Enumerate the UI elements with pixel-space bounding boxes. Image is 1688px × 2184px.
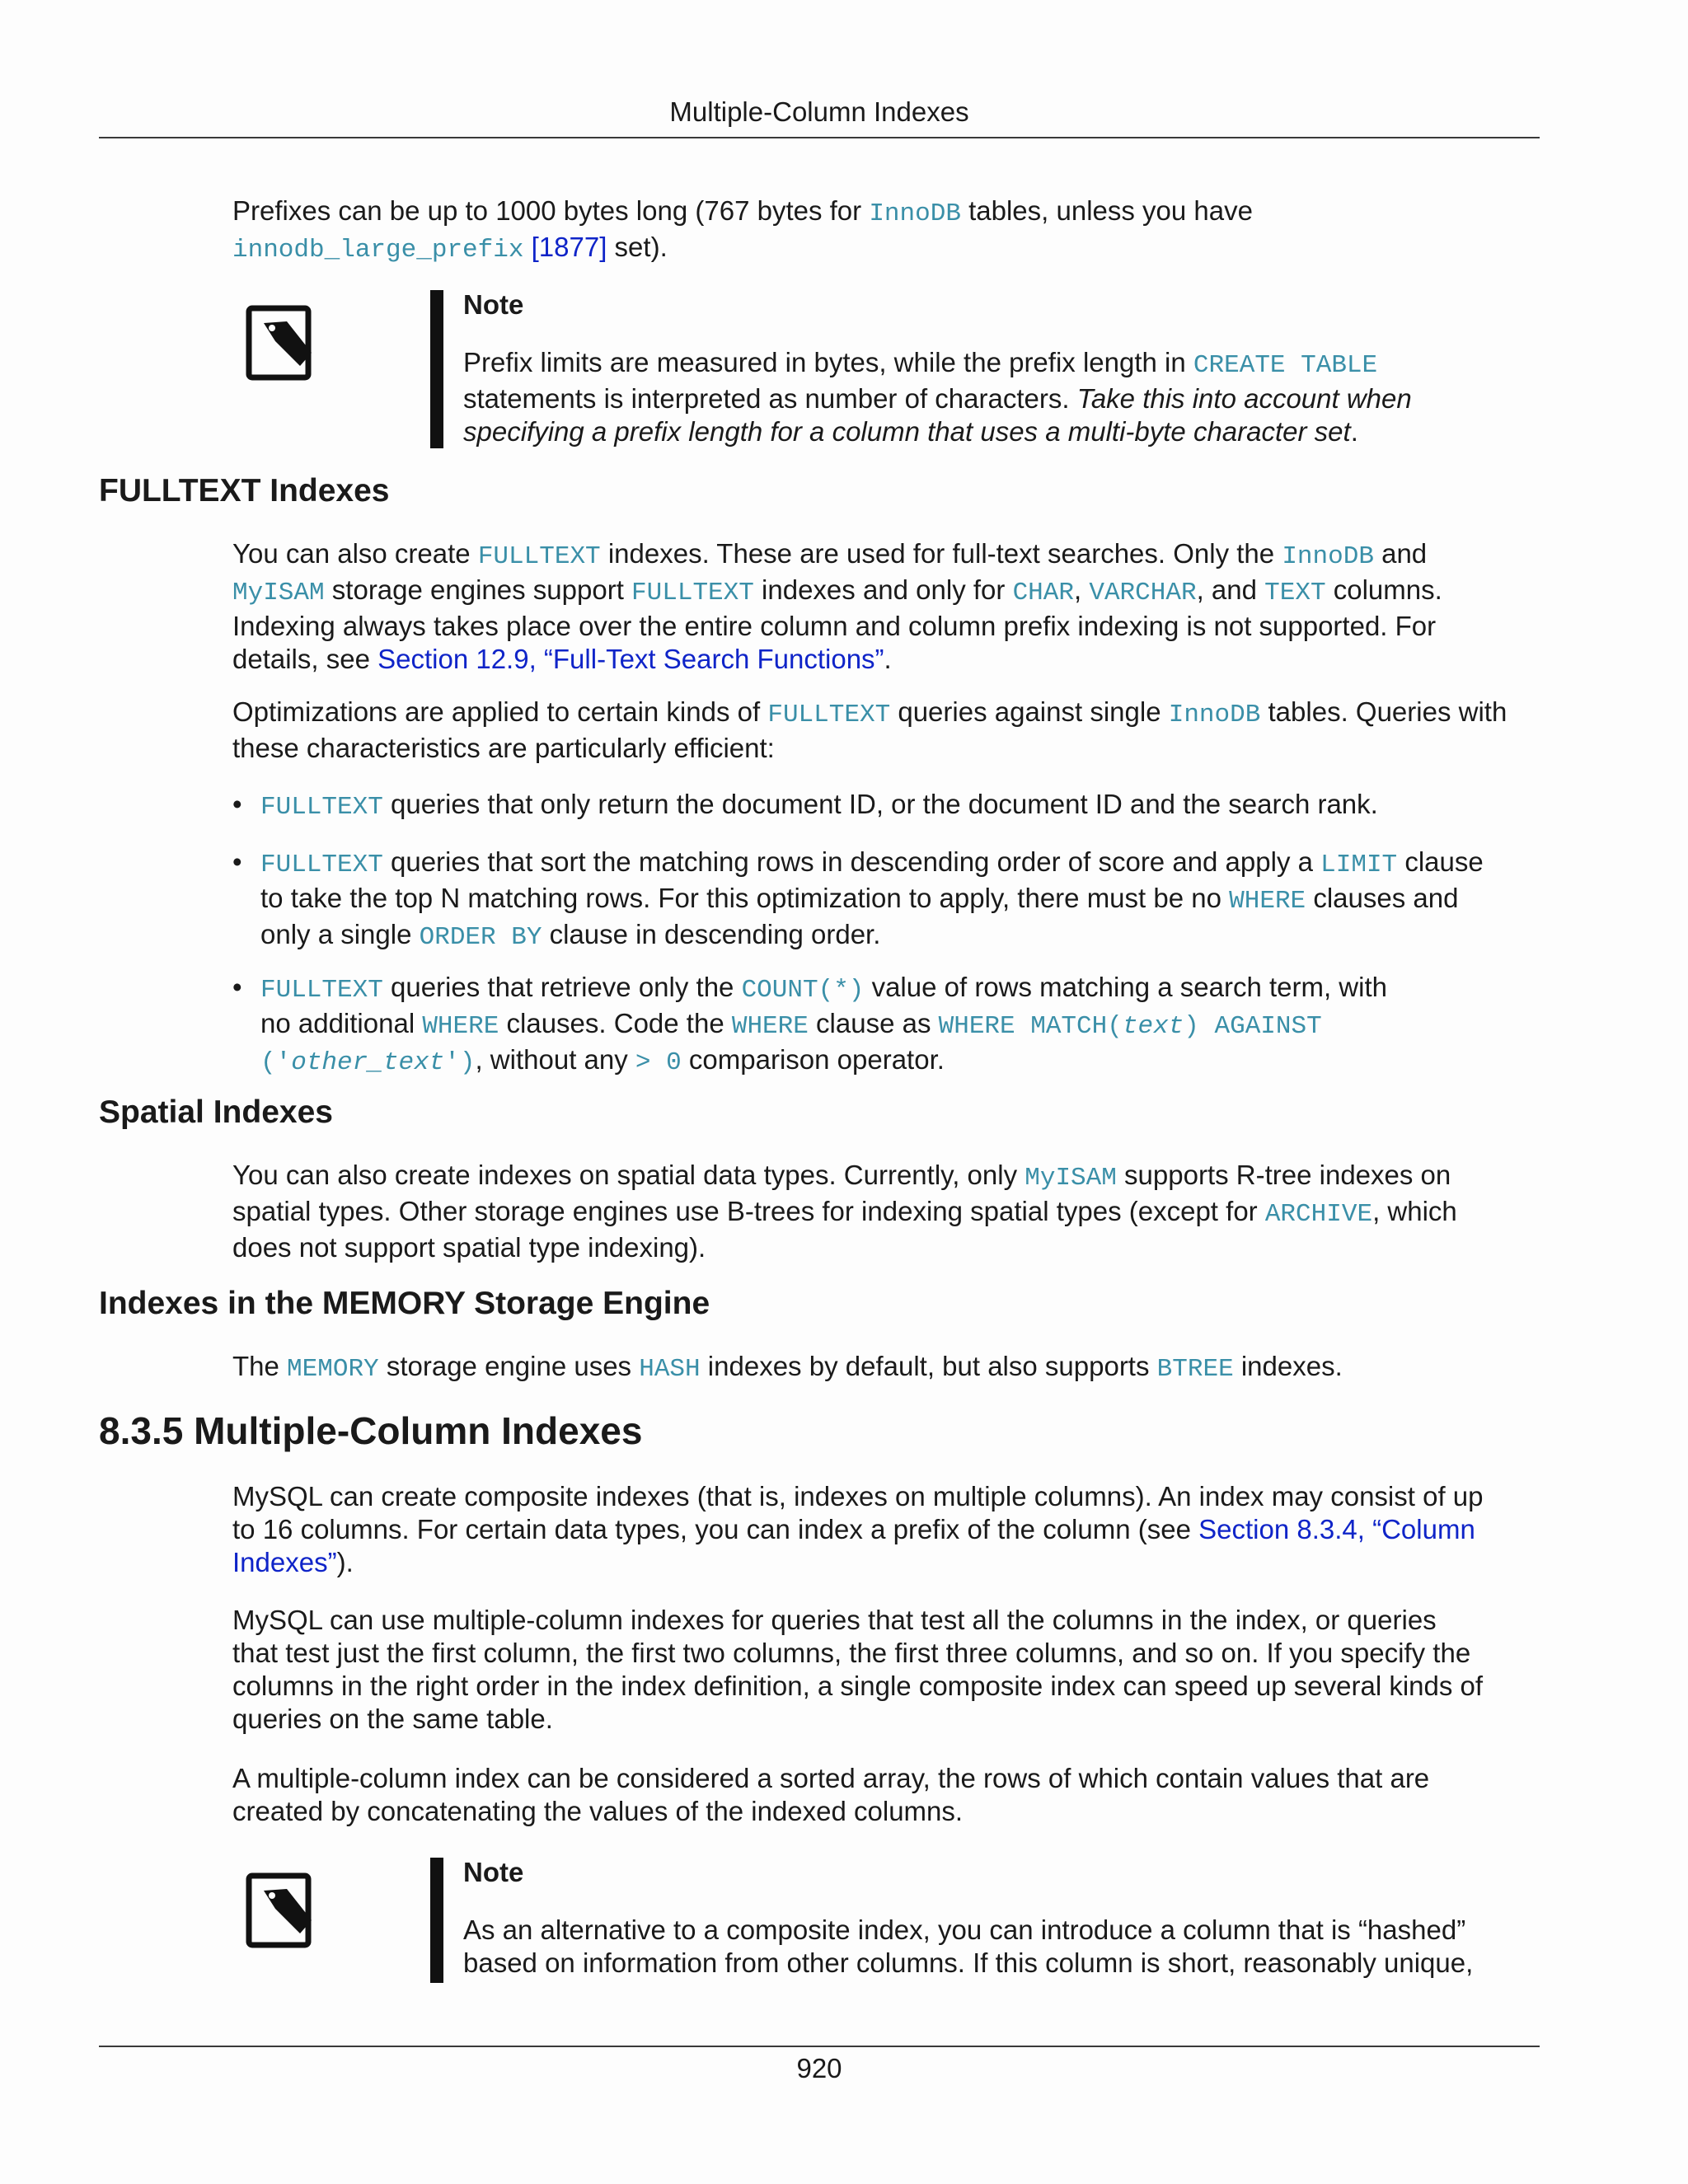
- code: ORDER BY: [419, 923, 542, 952]
- code-italic: text: [1122, 1012, 1184, 1041]
- text: columns in the right order in the index definition, a single composite index can speed up several kinds of: [232, 1671, 1484, 1701]
- footer-rule: [99, 2046, 1540, 2047]
- text: no additional: [260, 1008, 423, 1038]
- code-create-table: CREATE TABLE: [1193, 351, 1378, 380]
- page-number: 920: [796, 2053, 842, 2083]
- note-bar: [430, 290, 443, 448]
- code: COUNT(*): [741, 976, 865, 1005]
- text: columns.: [1325, 574, 1442, 605]
- text: created by concatenating the values of the indexed columns.: [232, 1796, 964, 1826]
- note-text: [463, 1914, 1535, 1980]
- code: InnoDB: [1168, 701, 1261, 729]
- code: > 0: [635, 1048, 682, 1077]
- code-part: '): [444, 1048, 476, 1077]
- text: queries against single: [890, 696, 1169, 727]
- code: MEMORY: [287, 1355, 379, 1384]
- text: statements is interpreted as number of characters.: [463, 383, 1077, 414]
- text: and: [1373, 538, 1428, 569]
- text: value of rows matching a search term, with: [864, 972, 1387, 1002]
- code-part: ) AGAINST: [1184, 1012, 1322, 1041]
- note-title: Note: [463, 289, 524, 320]
- text: storage engines support: [324, 574, 632, 605]
- code: WHERE: [422, 1012, 499, 1041]
- code: WHERE: [731, 1012, 809, 1041]
- link-section-8-3-4[interactable]: Section 8.3.4, “Column: [1198, 1514, 1475, 1544]
- note-title: Note: [463, 1857, 524, 1887]
- section-paragraph-3: [232, 1762, 1543, 1828]
- text: only a single: [260, 919, 420, 949]
- text: comparison operator.: [681, 1044, 945, 1075]
- bullet-icon: •: [232, 789, 242, 819]
- heading-spatial-indexes: Spatial Indexes: [99, 1094, 333, 1130]
- text: indexes by default, but also supports: [700, 1351, 1157, 1381]
- text: You can also create indexes on spatial data types. Currently, only: [232, 1160, 1025, 1190]
- heading-memory-indexes: Indexes in the MEMORY Storage Engine: [99, 1286, 710, 1321]
- text: MySQL can use multiple-column indexes for queries that test all the columns in the index, or queries: [232, 1605, 1437, 1635]
- code: MyISAM: [232, 579, 325, 607]
- code-other-text: [260, 1048, 475, 1077]
- note-text: [463, 346, 1535, 448]
- text: to 16 columns. For certain data types, you can index a prefix of the column (see: [232, 1514, 1199, 1544]
- code-part: WHERE MATCH(: [938, 1012, 1123, 1041]
- code: WHERE: [1229, 887, 1306, 916]
- text: As an alternative to a composite index, you can introduce a column that is “hashed”: [463, 1915, 1466, 1945]
- text: indexes and only for: [753, 574, 1013, 605]
- text: , without any: [475, 1044, 635, 1075]
- note-bar: [430, 1858, 443, 1983]
- text: The: [232, 1351, 288, 1381]
- link-section-12-9[interactable]: Section 12.9, “Full-Text Search Functions”: [377, 644, 884, 674]
- code-where-match: [939, 1012, 1322, 1041]
- text: Prefix limits are measured in bytes, while the prefix length in: [463, 347, 1193, 377]
- memory-paragraph: [232, 1350, 1543, 1386]
- text: You can also create: [232, 538, 478, 569]
- text: spatial types. Other storage engines use B-trees for indexing spatial types (except for: [232, 1196, 1265, 1226]
- text: these characteristics are particularly efficient:: [232, 733, 775, 763]
- text: , and: [1196, 574, 1265, 605]
- code: FULLTEXT: [631, 579, 754, 607]
- spatial-paragraph: [232, 1159, 1543, 1264]
- text: indexes.: [1233, 1351, 1343, 1381]
- code: ARCHIVE: [1264, 1200, 1373, 1229]
- text: based on information from other columns. If this column is short, reasonably unique,: [463, 1947, 1474, 1978]
- code: TEXT: [1264, 579, 1326, 607]
- code-innodb-large-prefix: innodb_large_prefix: [232, 236, 524, 265]
- text: tables, unless you have: [960, 195, 1253, 226]
- code: HASH: [639, 1355, 701, 1384]
- text: indexes. These are used for full-text searches. Only the: [600, 538, 1282, 569]
- text: clause: [1397, 846, 1484, 877]
- text: clauses and: [1306, 883, 1459, 913]
- italic-text: Take this into account when specifying a prefix length for a column that uses a multi-byte character set: [463, 383, 1412, 447]
- section-paragraph-2: [232, 1604, 1543, 1736]
- note-icon: [246, 305, 318, 382]
- text: .: [1350, 416, 1358, 447]
- list-item: [232, 971, 1543, 1080]
- text: Optimizations are applied to certain kinds of: [232, 696, 768, 727]
- section-heading: 8.3.5 Multiple-Column Indexes: [99, 1409, 643, 1452]
- link-section-8-3-4-cont[interactable]: Indexes”: [232, 1547, 337, 1577]
- link-1877[interactable]: [1877]: [531, 232, 607, 262]
- heading-fulltext-indexes: FULLTEXT Indexes: [99, 473, 390, 509]
- code: InnoDB: [1282, 542, 1374, 571]
- text: ,: [1074, 574, 1090, 605]
- text: queries that sort the matching rows in descending order of score and apply a: [382, 846, 1321, 877]
- list-item: [232, 846, 1543, 954]
- prefix-length-paragraph: [232, 194, 1543, 267]
- text: set).: [607, 232, 668, 262]
- text: details, see: [232, 644, 378, 674]
- text: MySQL can create composite indexes (that is, indexes on multiple columns). An index may consist of up: [232, 1481, 1484, 1511]
- text: , which: [1372, 1196, 1457, 1226]
- text: .: [884, 644, 892, 674]
- page-header-title: Multiple-Column Indexes: [669, 96, 969, 127]
- text: A multiple-column index can be considered a sorted array, the rows of which contain values that are: [232, 1763, 1430, 1793]
- text: ).: [336, 1547, 354, 1577]
- code: BTREE: [1156, 1355, 1234, 1384]
- text: to take the top N matching rows. For this optimization to apply, there must be no: [260, 883, 1230, 913]
- list-item: [232, 788, 1543, 824]
- text: supports R-tree indexes on: [1116, 1160, 1451, 1190]
- code: CHAR: [1012, 579, 1074, 607]
- text: storage engine uses: [378, 1351, 640, 1381]
- text: Prefixes can be up to 1000 bytes long (767 bytes for: [232, 195, 870, 226]
- section-paragraph-1: [232, 1480, 1543, 1579]
- bullet-icon: •: [232, 846, 242, 877]
- text: queries that only return the document ID, or the document ID and the search rank.: [382, 789, 1378, 819]
- text: queries on the same table.: [232, 1704, 553, 1734]
- text: clauses. Code the: [499, 1008, 732, 1038]
- code: FULLTEXT: [260, 976, 383, 1005]
- text: Indexing always takes place over the entire column and column prefix indexing is not supported. For: [232, 611, 1437, 641]
- code-part: (': [260, 1048, 292, 1077]
- text: clause as: [808, 1008, 939, 1038]
- text: clause in descending order.: [542, 919, 881, 949]
- text: tables. Queries with: [1260, 696, 1507, 727]
- code: FULLTEXT: [260, 793, 383, 822]
- text: queries that retrieve only the: [382, 972, 742, 1002]
- code: MyISAM: [1025, 1164, 1117, 1193]
- code-italic: other_text: [291, 1048, 445, 1077]
- code: FULLTEXT: [477, 542, 601, 571]
- text: that test just the first column, the first two columns, the first three columns, and so on. If you specify the: [232, 1638, 1471, 1668]
- code-innodb: InnoDB: [869, 199, 961, 228]
- bullet-icon: •: [232, 972, 242, 1002]
- fulltext-paragraph-1: [232, 537, 1543, 676]
- fulltext-paragraph-2: [232, 696, 1543, 765]
- code: FULLTEXT: [767, 701, 891, 729]
- code: VARCHAR: [1089, 579, 1197, 607]
- header-rule: [99, 137, 1540, 138]
- note-icon: [246, 1872, 318, 1950]
- code: FULLTEXT: [260, 851, 383, 879]
- code: LIMIT: [1320, 851, 1398, 879]
- text: does not support spatial type indexing).: [232, 1232, 706, 1263]
- fulltext-optimization-list: [232, 788, 1543, 1076]
